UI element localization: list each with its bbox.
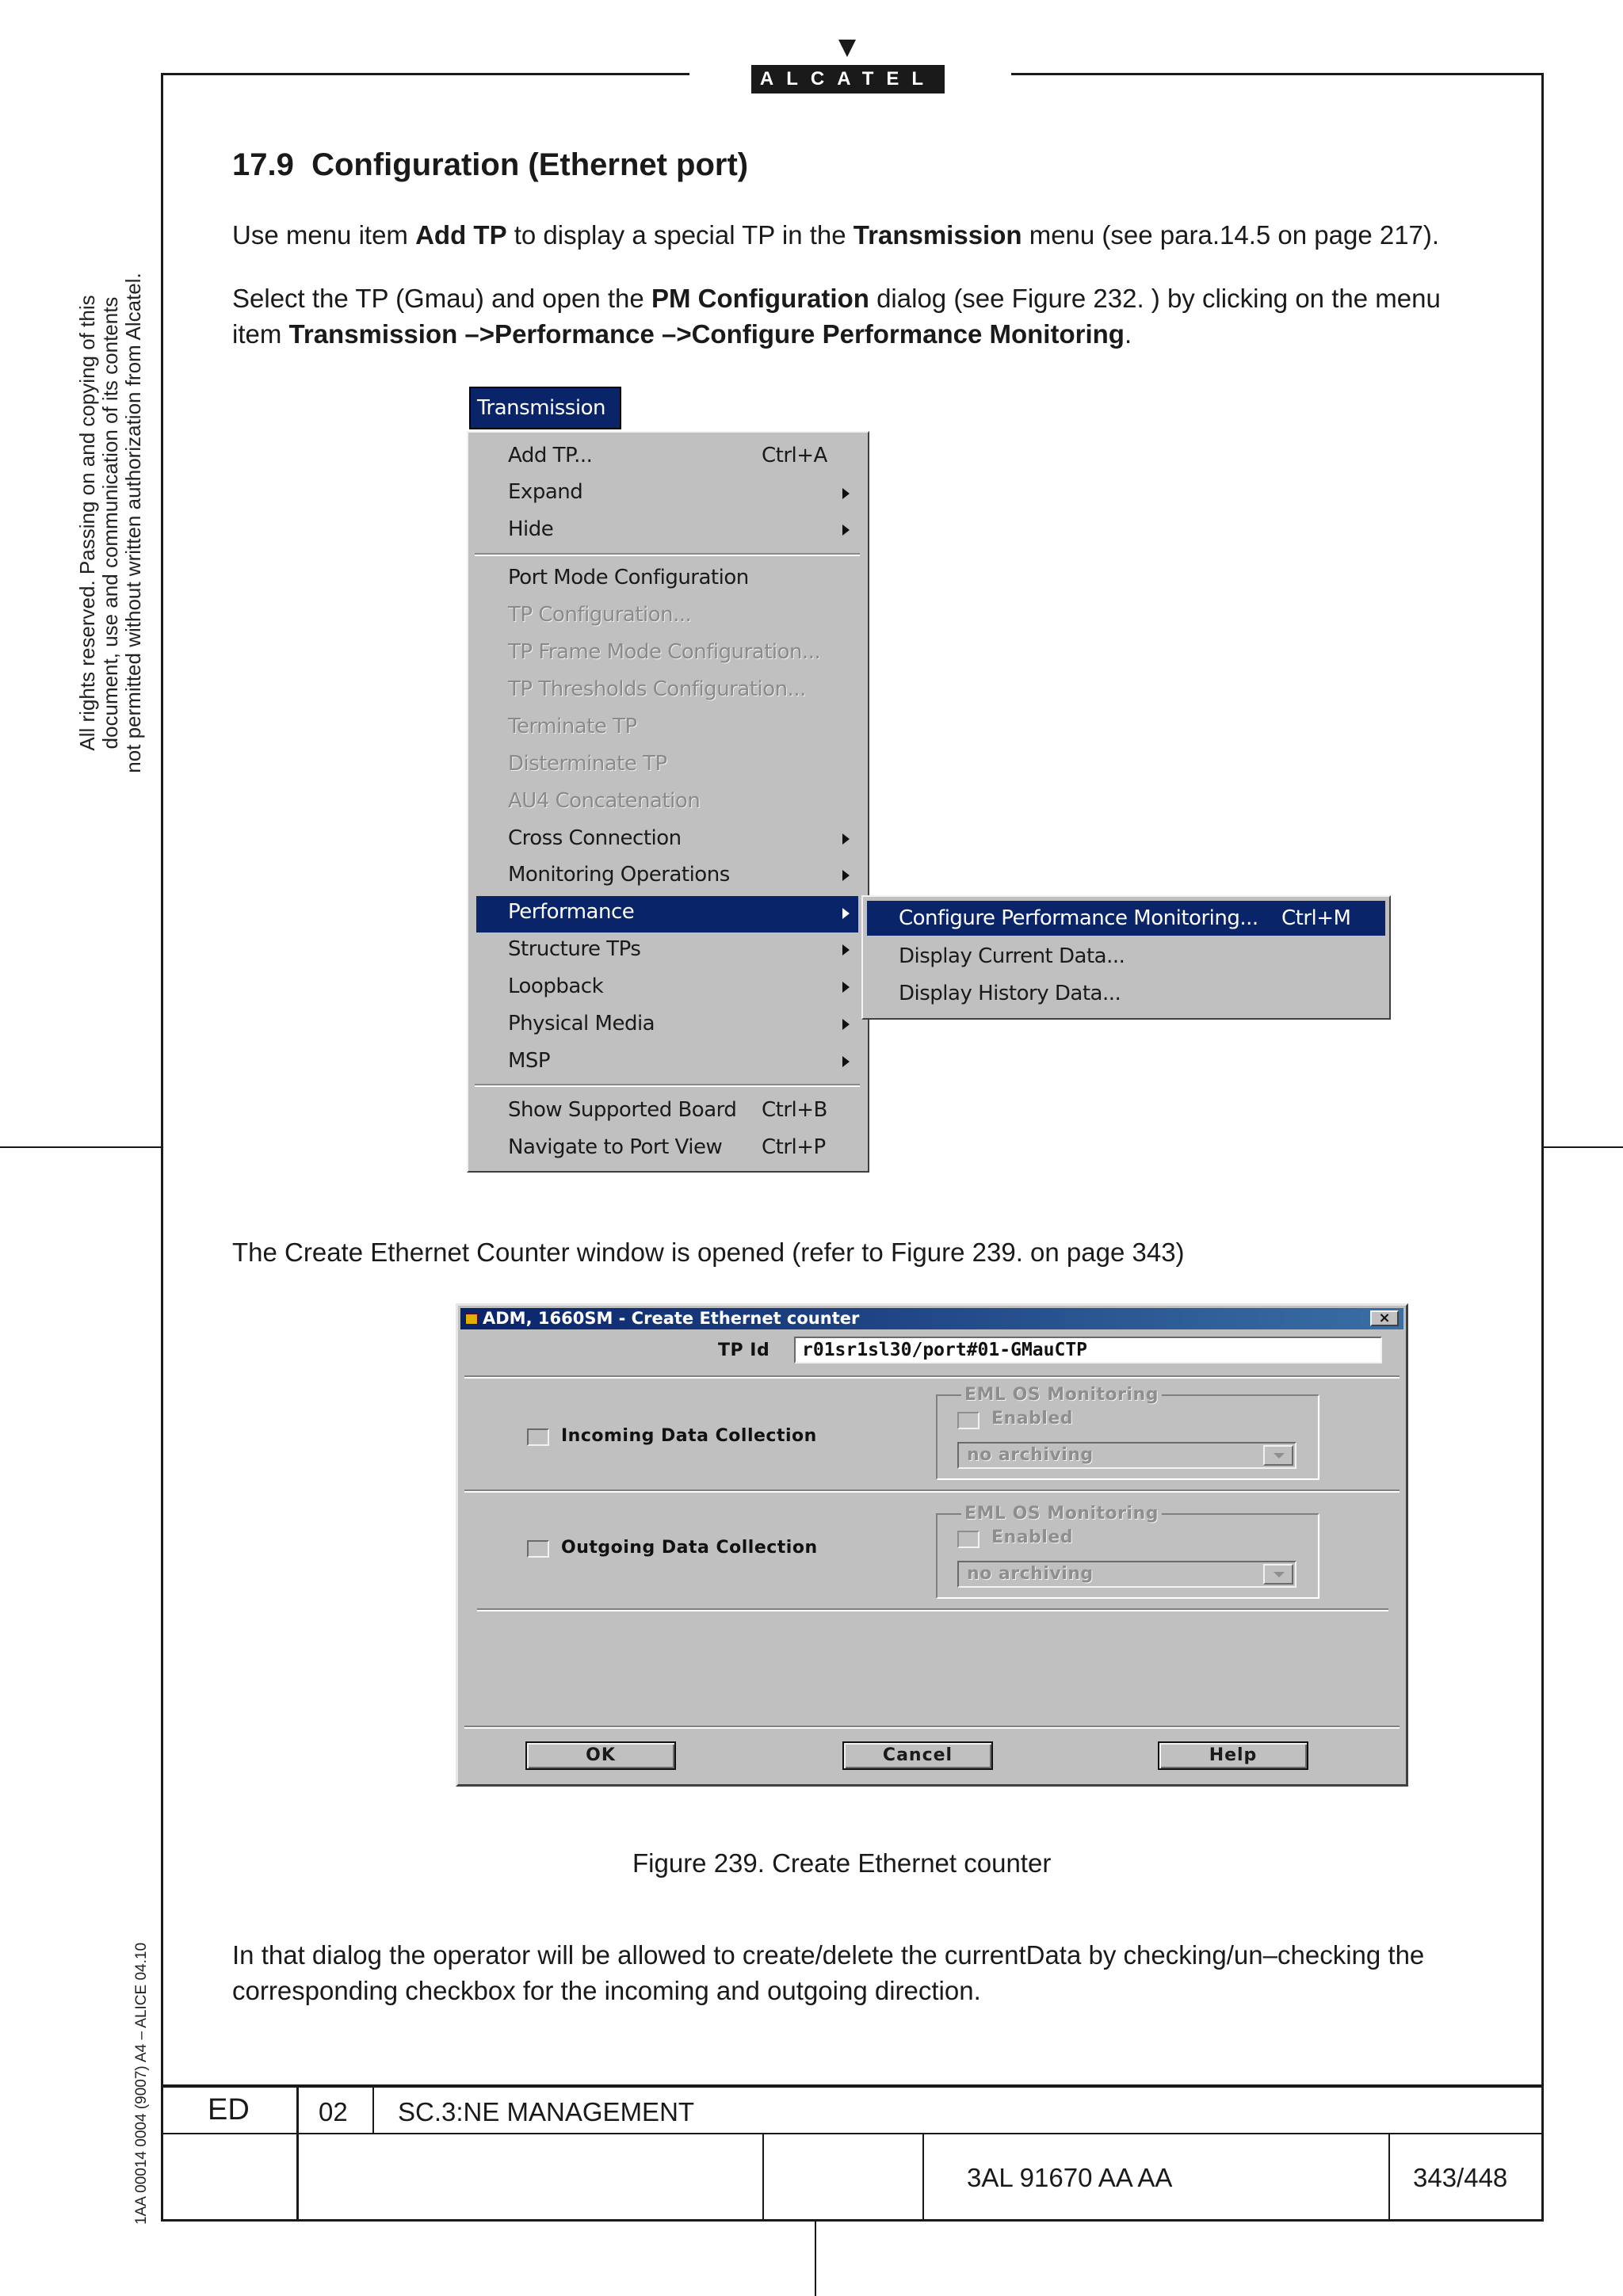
footer-col-2 [372, 2084, 374, 2134]
footer-col-5 [1388, 2133, 1390, 2222]
outgoing-enabled-label: Enabled [991, 1527, 1073, 1547]
outgoing-group-label: EML OS Monitoring [961, 1504, 1162, 1524]
text: item [232, 319, 289, 349]
ok-button[interactable]: OK [525, 1741, 676, 1770]
footer-mid-rule [161, 2133, 1544, 2134]
menu-item-cross-connection[interactable]: Cross Connection [508, 826, 682, 850]
outgoing-data-collection-checkbox[interactable] [527, 1540, 549, 1558]
paragraph-dialog-explanation [232, 1937, 1484, 2008]
outgoing-archiving-select [957, 1561, 1296, 1588]
fold-mark-right [1544, 1146, 1623, 1148]
menu-title: Transmission [477, 396, 605, 420]
copyright-line-3: not permitted without written authorization from Alcatel. [121, 273, 145, 773]
alcatel-logo: ALCATEL [751, 65, 945, 93]
menu-item-hide[interactable]: Hide [508, 517, 554, 541]
footer-section: SC.3:NE MANAGEMENT [398, 2097, 695, 2126]
fold-mark-left [0, 1146, 161, 1148]
footer-ed-label: ED [208, 2093, 250, 2126]
menu-separator [475, 1084, 860, 1087]
incoming-archiving-value: no archiving [967, 1445, 1094, 1465]
footer-doc-code: 3AL 91670 AA AA [967, 2163, 1173, 2192]
paragraph-add-tp [232, 217, 1484, 253]
menu-item-add-tp[interactable]: Add TP... Ctrl+A [508, 444, 827, 467]
menu-item-msp[interactable]: MSP [508, 1049, 551, 1073]
text: corresponding checkbox for the incoming and outgoing direction. [232, 1976, 981, 2005]
submenu-item-display-history-data[interactable]: Display History Data... [899, 982, 1121, 1005]
menu-item-label: Performance [508, 900, 635, 924]
form-code: 1AA 00014 0004 (9007) A4 – ALICE 04.10 [133, 1942, 150, 2225]
menu-item-show-supported-board[interactable]: Show Supported Board Ctrl+B [508, 1098, 827, 1122]
dialog-divider [477, 1608, 1388, 1611]
frame-top-left [161, 73, 689, 75]
submenu-arrow-icon [842, 524, 850, 536]
dialog-divider [464, 1489, 1400, 1493]
tp-id-label: TP Id [718, 1341, 770, 1360]
performance-submenu [861, 895, 1391, 1020]
help-button[interactable]: Help [1158, 1741, 1308, 1770]
menu-item-expand[interactable]: Expand [508, 480, 583, 504]
text-bold: Transmission –>Performance –>Configure Performance Monitoring [288, 319, 1125, 349]
incoming-group-label: EML OS Monitoring [961, 1385, 1162, 1405]
menu-item-tp-thresholds-configuration: TP Thresholds Configuration... [508, 677, 806, 701]
footer-bottom-rule [161, 2219, 1544, 2222]
section-number: 17.9 [232, 147, 294, 182]
submenu-arrow-icon [842, 488, 850, 499]
cancel-button[interactable]: Cancel [842, 1741, 993, 1770]
close-icon[interactable]: × [1370, 1310, 1399, 1326]
menu-bar-transmission[interactable] [469, 387, 621, 429]
text-bold: Transmission [853, 220, 1022, 250]
menu-item-au4-concatenation: AU4 Concatenation [508, 789, 701, 813]
text: dialog (see Figure 232. ) by clicking on the menu [869, 284, 1441, 313]
frame-top-right [1011, 73, 1544, 75]
paragraph-window-opened: The Create Ethernet Counter window is opened (refer to Figure 239. on page 343) [232, 1238, 1185, 1267]
text-bold: PM Configuration [651, 284, 869, 313]
submenu-item-configure-performance-monitoring[interactable] [867, 901, 1385, 936]
text-bold: Add TP [415, 220, 507, 250]
dialog-title: ADM, 1660SM - Create Ethernet counter [483, 1309, 860, 1328]
transmission-menu [467, 431, 869, 1173]
text: Use menu item [232, 220, 416, 250]
incoming-data-collection-label: Incoming Data Collection [561, 1426, 817, 1446]
menu-item-terminate-tp: Terminate TP [508, 715, 637, 738]
figure-caption: Figure 239. Create Ethernet counter [632, 1848, 1052, 1878]
submenu-arrow-icon [842, 1056, 850, 1067]
menu-item-performance[interactable] [476, 896, 858, 933]
submenu-arrow-icon [842, 870, 850, 881]
menu-item-physical-media[interactable]: Physical Media [508, 1012, 655, 1035]
menu-item-tp-configuration: TP Configuration... [508, 603, 692, 627]
outgoing-data-collection-label: Outgoing Data Collection [561, 1538, 818, 1558]
tp-id-field[interactable]: r01sr1sl30/port#01-GMauCTP [794, 1337, 1382, 1363]
app-icon [465, 1314, 478, 1325]
menu-item-structure-tps[interactable]: Structure TPs [508, 937, 641, 961]
binding-mark [815, 2222, 816, 2296]
submenu-arrow-icon [842, 833, 850, 845]
submenu-arrow-icon [842, 944, 850, 955]
footer-col-3 [762, 2133, 764, 2222]
dialog-divider [464, 1375, 1400, 1379]
incoming-data-collection-checkbox[interactable] [527, 1428, 549, 1446]
footer-top-rule [161, 2084, 1544, 2088]
text: . [1124, 319, 1132, 349]
menu-item-disterminate-tp: Disterminate TP [508, 752, 667, 776]
copyright-line-1: All rights reserved. Passing on and copying of this [75, 295, 99, 751]
menu-item-loopback[interactable]: Loopback [508, 974, 604, 998]
text: menu (see para.14.5 on page 217). [1022, 220, 1440, 250]
menu-item-tp-frame-mode-configuration: TP Frame Mode Configuration... [508, 640, 821, 664]
incoming-archiving-select [957, 1442, 1296, 1469]
submenu-item-label: Configure Performance Monitoring... [899, 906, 1258, 930]
footer-col-1 [296, 2084, 299, 2222]
logo-triangle-icon [838, 40, 856, 57]
footer-page-number: 343/448 [1413, 2163, 1508, 2192]
menu-item-monitoring-operations[interactable]: Monitoring Operations [508, 863, 730, 887]
chevron-down-icon [1263, 1564, 1293, 1585]
menu-item-navigate-to-port-view[interactable]: Navigate to Port View Ctrl+P [508, 1135, 826, 1159]
menu-item-port-mode-configuration[interactable]: Port Mode Configuration [508, 566, 749, 589]
section-heading [232, 147, 748, 183]
create-ethernet-counter-dialog [456, 1303, 1408, 1787]
section-title: Configuration (Ethernet port) [311, 147, 749, 182]
text: Select the TP (Gmau) and open the [232, 284, 651, 313]
chevron-down-icon [1263, 1445, 1293, 1466]
submenu-arrow-icon [842, 982, 850, 993]
text: to display a special TP in the [506, 220, 854, 250]
paragraph-select-tp [232, 280, 1484, 352]
dialog-title-bar [460, 1308, 1403, 1329]
frame-left [161, 73, 163, 2222]
footer-col-4 [922, 2133, 924, 2222]
submenu-arrow-icon [842, 1019, 850, 1030]
incoming-enabled-checkbox [957, 1412, 980, 1429]
copyright-note [76, 261, 145, 784]
dialog-divider [464, 1726, 1400, 1729]
submenu-item-shortcut: Ctrl+M [1281, 906, 1351, 930]
incoming-enabled-label: Enabled [991, 1409, 1073, 1428]
submenu-arrow-icon [842, 908, 850, 919]
footer-ed-value: 02 [319, 2097, 348, 2126]
text: In that dialog the operator will be allowed to create/delete the currentData by checking/un–checking the [232, 1940, 1425, 1970]
copyright-line-2: document, use and communication of its contents [98, 296, 122, 749]
menu-separator [475, 553, 860, 556]
outgoing-enabled-checkbox [957, 1531, 980, 1548]
outgoing-archiving-value: no archiving [967, 1564, 1094, 1584]
submenu-item-display-current-data[interactable]: Display Current Data... [899, 944, 1125, 968]
